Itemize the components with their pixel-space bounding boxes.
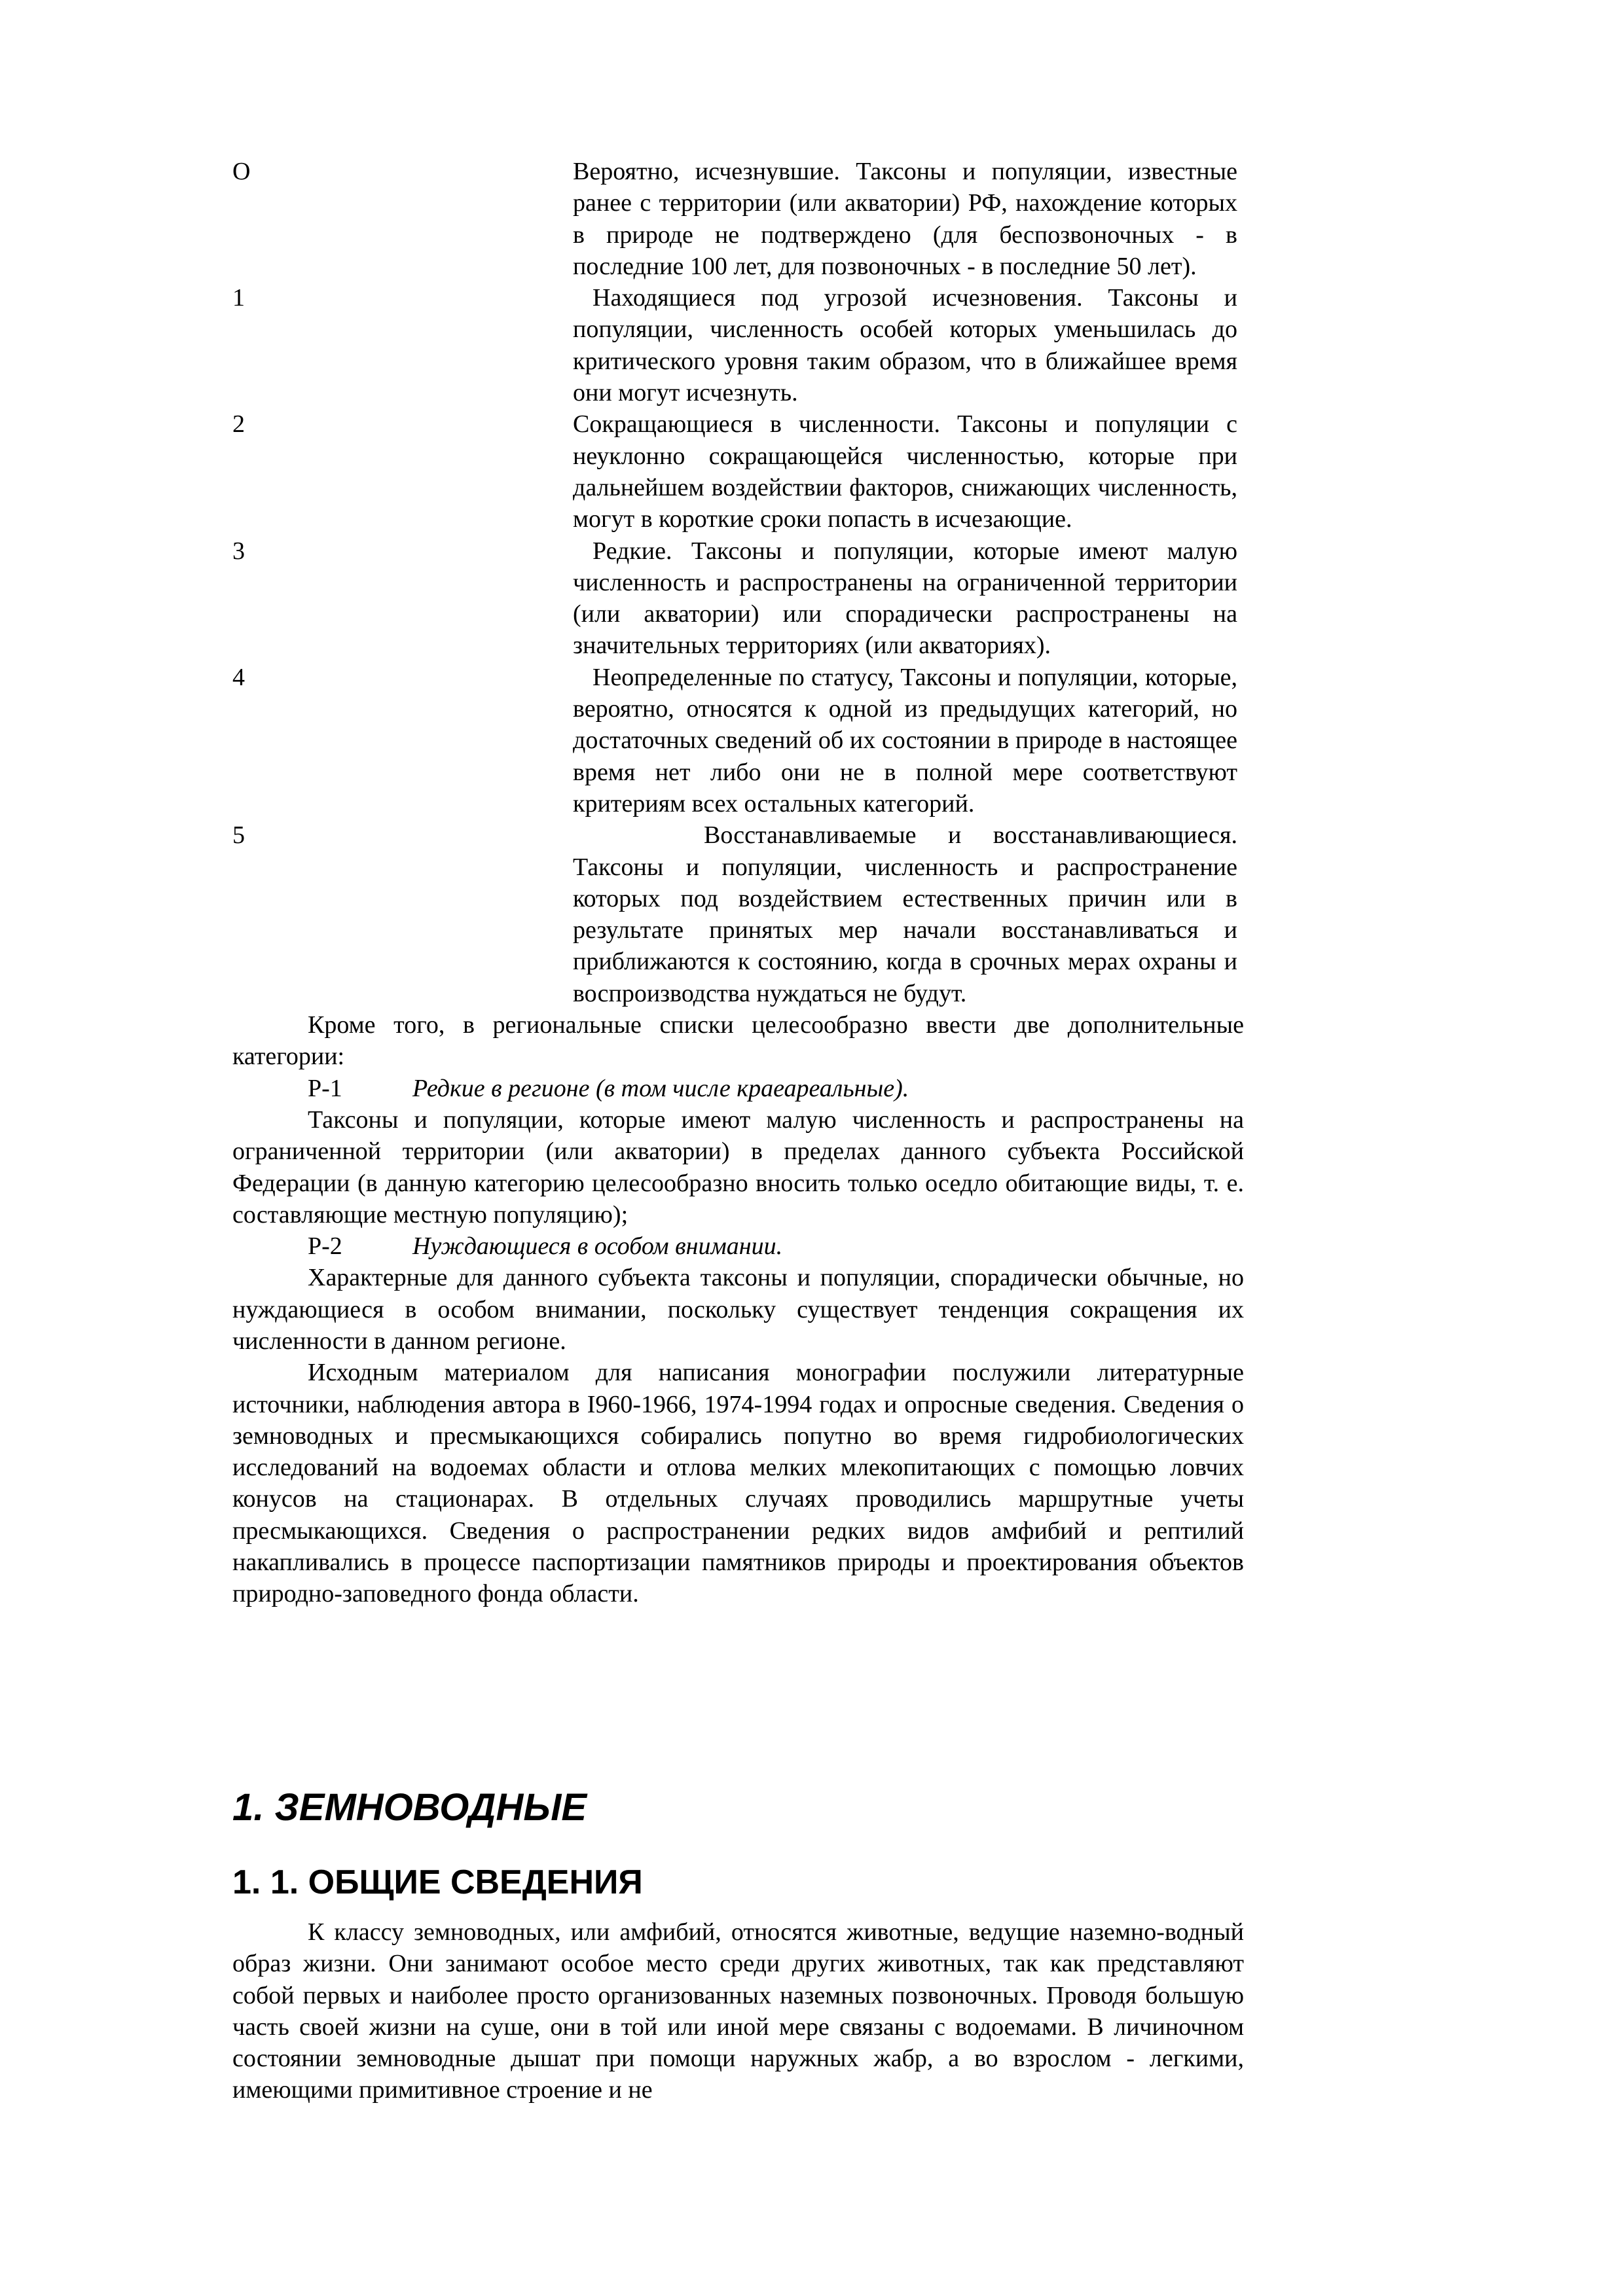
regional-category-code: Р-2 <box>308 1232 342 1261</box>
category-description: Восстанавливаемые и восстанавливающиеся. Таксоны и популяции, численность и распространение которых под воздействием естественных причин или в результате принятых мер начали восстанавливаться и приближаются к состоянию, когда в срочных мерах охраны и воспроизводства нуждаться не будут. <box>573 821 1237 1007</box>
category-row <box>232 156 1244 282</box>
chapter-heading: 1. ЗЕМНОВОДНЫЕ <box>232 1786 587 1829</box>
category-row <box>232 819 1244 1009</box>
regional-category-header <box>232 1230 1244 1262</box>
category-row <box>232 408 1244 535</box>
regional-category-header <box>232 1073 1244 1104</box>
category-description: Сокращающиеся в численности. Таксоны и популяции с неуклонно сокращающейся численностью, которые при дальнейшем воздействии факторов, снижающих численность, могут в короткие сроки попасть в исчезающие. <box>573 410 1237 533</box>
category-number: 4 <box>232 663 245 691</box>
regional-category-title: Редкие в регионе (в том числе краеареальные). <box>412 1074 909 1102</box>
category-number: О <box>232 158 251 185</box>
category-row <box>232 535 1244 662</box>
category-description: Редкие. Таксоны и популяции, которые имеют малую численность и распространены на ограниченной территории (или акватории) или спорадически распространены на значительных территориях (или акваториях). <box>573 537 1237 660</box>
category-number: 2 <box>232 410 245 439</box>
category-description: Неопределенные по статусу, Таксоны и популяции, которые, вероятно, относятся к одной из предыдущих категорий, но достаточных сведений об их состоянии в природе в настоящее время нет либо они не в полной мере соответствуют критериям всех остальных категорий. <box>573 663 1237 817</box>
intro-paragraph: Кроме того, в региональные списки целесообразно ввести две дополнительные категории: <box>232 1011 1244 1071</box>
category-row <box>232 282 1244 408</box>
category-description: Вероятно, исчезнувшие. Таксоны и популяции, известные ранее с территории (или акватории) РФ, нахождение которых в природе не подтверждено (для беспозвоночных - в последние 100 лет, для позвоночных - в последние 50 лет). <box>573 158 1237 280</box>
regional-category-description: Характерные для данного субъекта таксоны и популяции, спорадически обычные, но нуждающиеся в особом внимании, поскольку существует тенденция сокращения их численности в данном регионе. <box>232 1264 1244 1355</box>
category-row <box>232 662 1244 819</box>
category-number: 5 <box>232 821 245 850</box>
source-paragraph: Исходным материалом для написания монографии послужили литературные источники, наблюдения автора в I960-1966, 1974-1994 годах и опросные сведения. Сведения о земноводных и пресмыкающихся собирались попутно во время гидробиологических исследований на водоемах области и отлова мелких млекопитающих с помощью ловчих конусов на стационарах. В отдельных случаях проводились маршрутные учеты пресмыкающихся. Сведения о распространении редких видов амфибий и рептилий накапливались в процессе паспортизации памятников природы и проектирования объектов природно-заповедного фонда области. <box>232 1359 1244 1608</box>
category-number: 3 <box>232 537 245 565</box>
regional-category-description: Таксоны и популяции, которые имеют малую численность и распространены на ограниченной территории (или акватории) в пределах данного субъекта Российской Федерации (в данную категорию целесообразно вносить только оседло обитающие виды, т. е. составляющие местную популяцию); <box>232 1105 1244 1229</box>
category-description: Находящиеся под угрозой исчезновения. Таксоны и популяции, численность особей которых уменьшилась до критического уровня таким образом, что в ближайшее время они могут исчезнуть. <box>573 284 1237 407</box>
regional-category-code: Р-1 <box>308 1074 342 1102</box>
regional-category-title: Нуждающиеся в особом внимании. <box>412 1232 783 1261</box>
section-heading: 1. 1. ОБЩИЕ СВЕДЕНИЯ <box>232 1863 643 1901</box>
category-list <box>232 156 1244 1009</box>
category-number: 1 <box>232 284 245 312</box>
section-body-paragraph: К классу земноводных, или амфибий, относятся животные, ведущие наземно-водный образ жизни. Они занимают особое место среди других животных, так как представляют собой первых и наиболее просто организованных наземных позвоночных. Проводя большую часть своей жизни на суше, они в той или иной мере связаны с водоемами. В личиночном состоянии земноводные дышат при помощи наружных жабр, а во взрослом - легкими, имеющими примитивное строение и не <box>232 1918 1244 2104</box>
document-page <box>232 156 1244 2104</box>
